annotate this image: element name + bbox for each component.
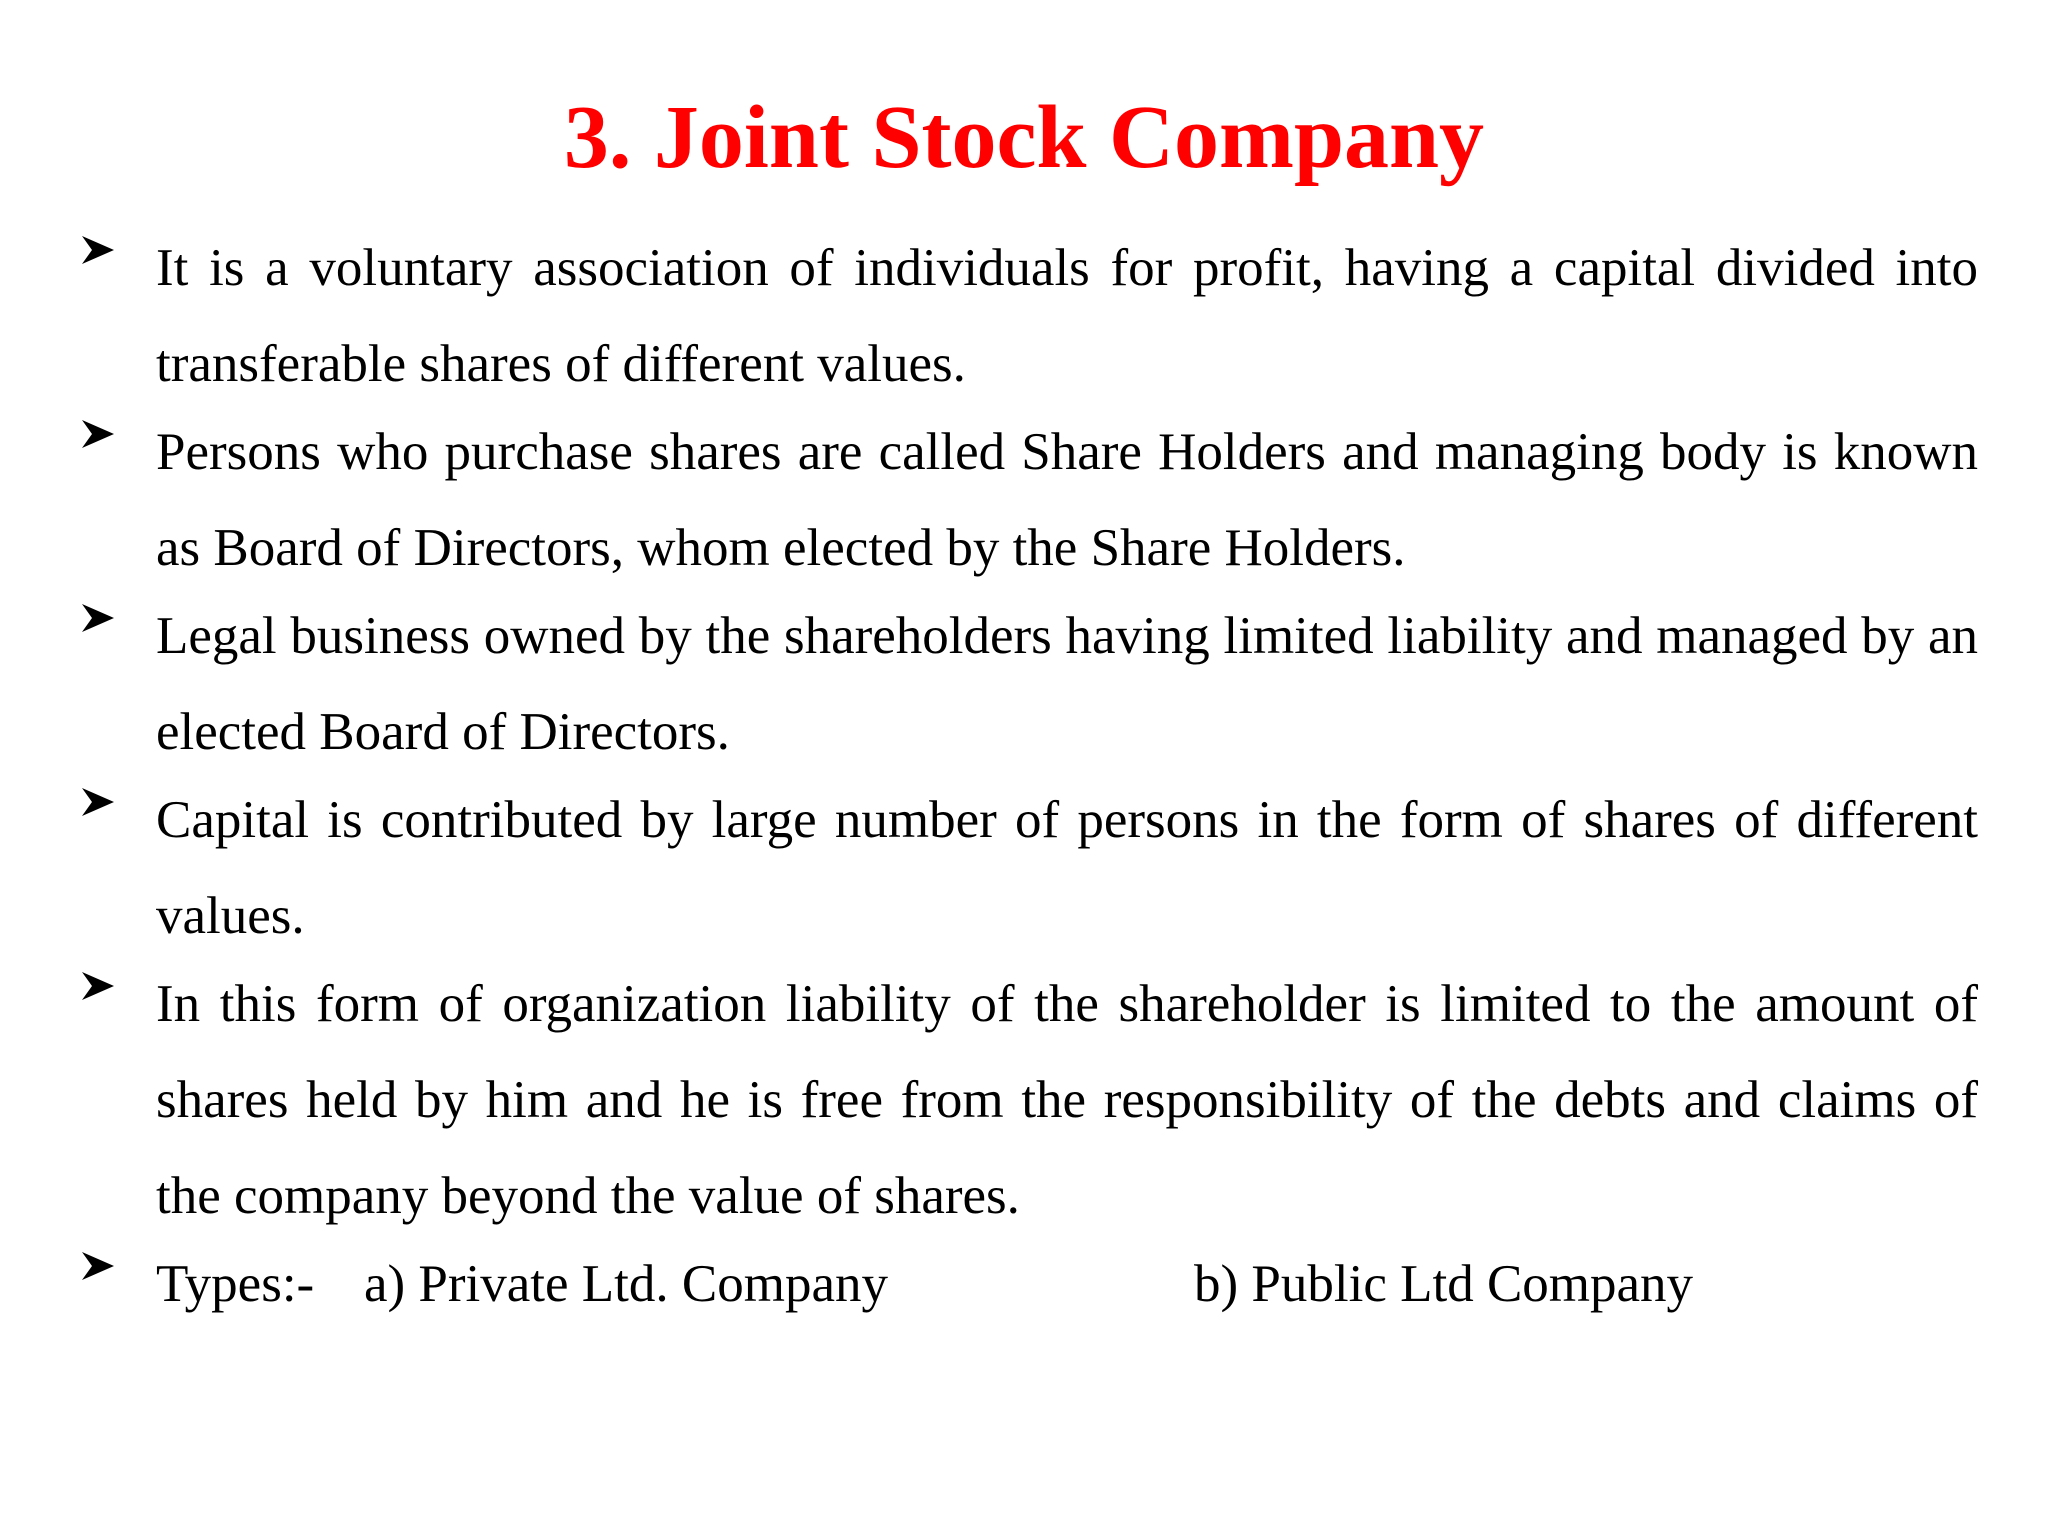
bullet-text: It is a voluntary association of individuals for profit, having a capital divided into transferable shares of different values. xyxy=(156,239,1978,393)
arrowhead-bullet-icon xyxy=(80,232,116,268)
bullet-text: Persons who purchase shares are called Share Holders and managing body is known as Board of Directors, whom elected by the Share Holders. xyxy=(156,423,1978,577)
bullet-item-types xyxy=(78,1236,1978,1332)
type-public-ltd: b) Public Ltd Company xyxy=(1194,1255,1694,1313)
bullet-item xyxy=(78,404,1978,596)
bullet-text: Capital is contributed by large number of persons in the form of shares of different values. xyxy=(156,791,1978,945)
arrowhead-bullet-icon xyxy=(80,1248,116,1284)
arrowhead-bullet-icon xyxy=(80,784,116,820)
bullet-text: Legal business owned by the shareholders having limited liability and managed by an elected Board of Directors. xyxy=(156,607,1978,761)
type-private-ltd: a) Private Ltd. Company xyxy=(364,1255,888,1313)
types-label: Types:- xyxy=(156,1255,315,1313)
arrowhead-bullet-icon xyxy=(80,416,116,452)
types-row xyxy=(156,1236,1978,1332)
bullet-item xyxy=(78,588,1978,780)
arrowhead-bullet-icon xyxy=(80,968,116,1004)
bullet-list xyxy=(78,240,1978,1344)
arrowhead-bullet-icon xyxy=(80,600,116,636)
bullet-item xyxy=(78,772,1978,964)
slide-title: 3. Joint Stock Company xyxy=(563,88,1485,187)
bullet-item xyxy=(78,220,1978,412)
bullet-text: In this form of organization liability of the shareholder is limited to the amount of shares held by him and he is free from the responsibility of the debts and claims of the company beyond the value of shares. xyxy=(156,975,1978,1225)
bullet-item xyxy=(78,956,1978,1244)
